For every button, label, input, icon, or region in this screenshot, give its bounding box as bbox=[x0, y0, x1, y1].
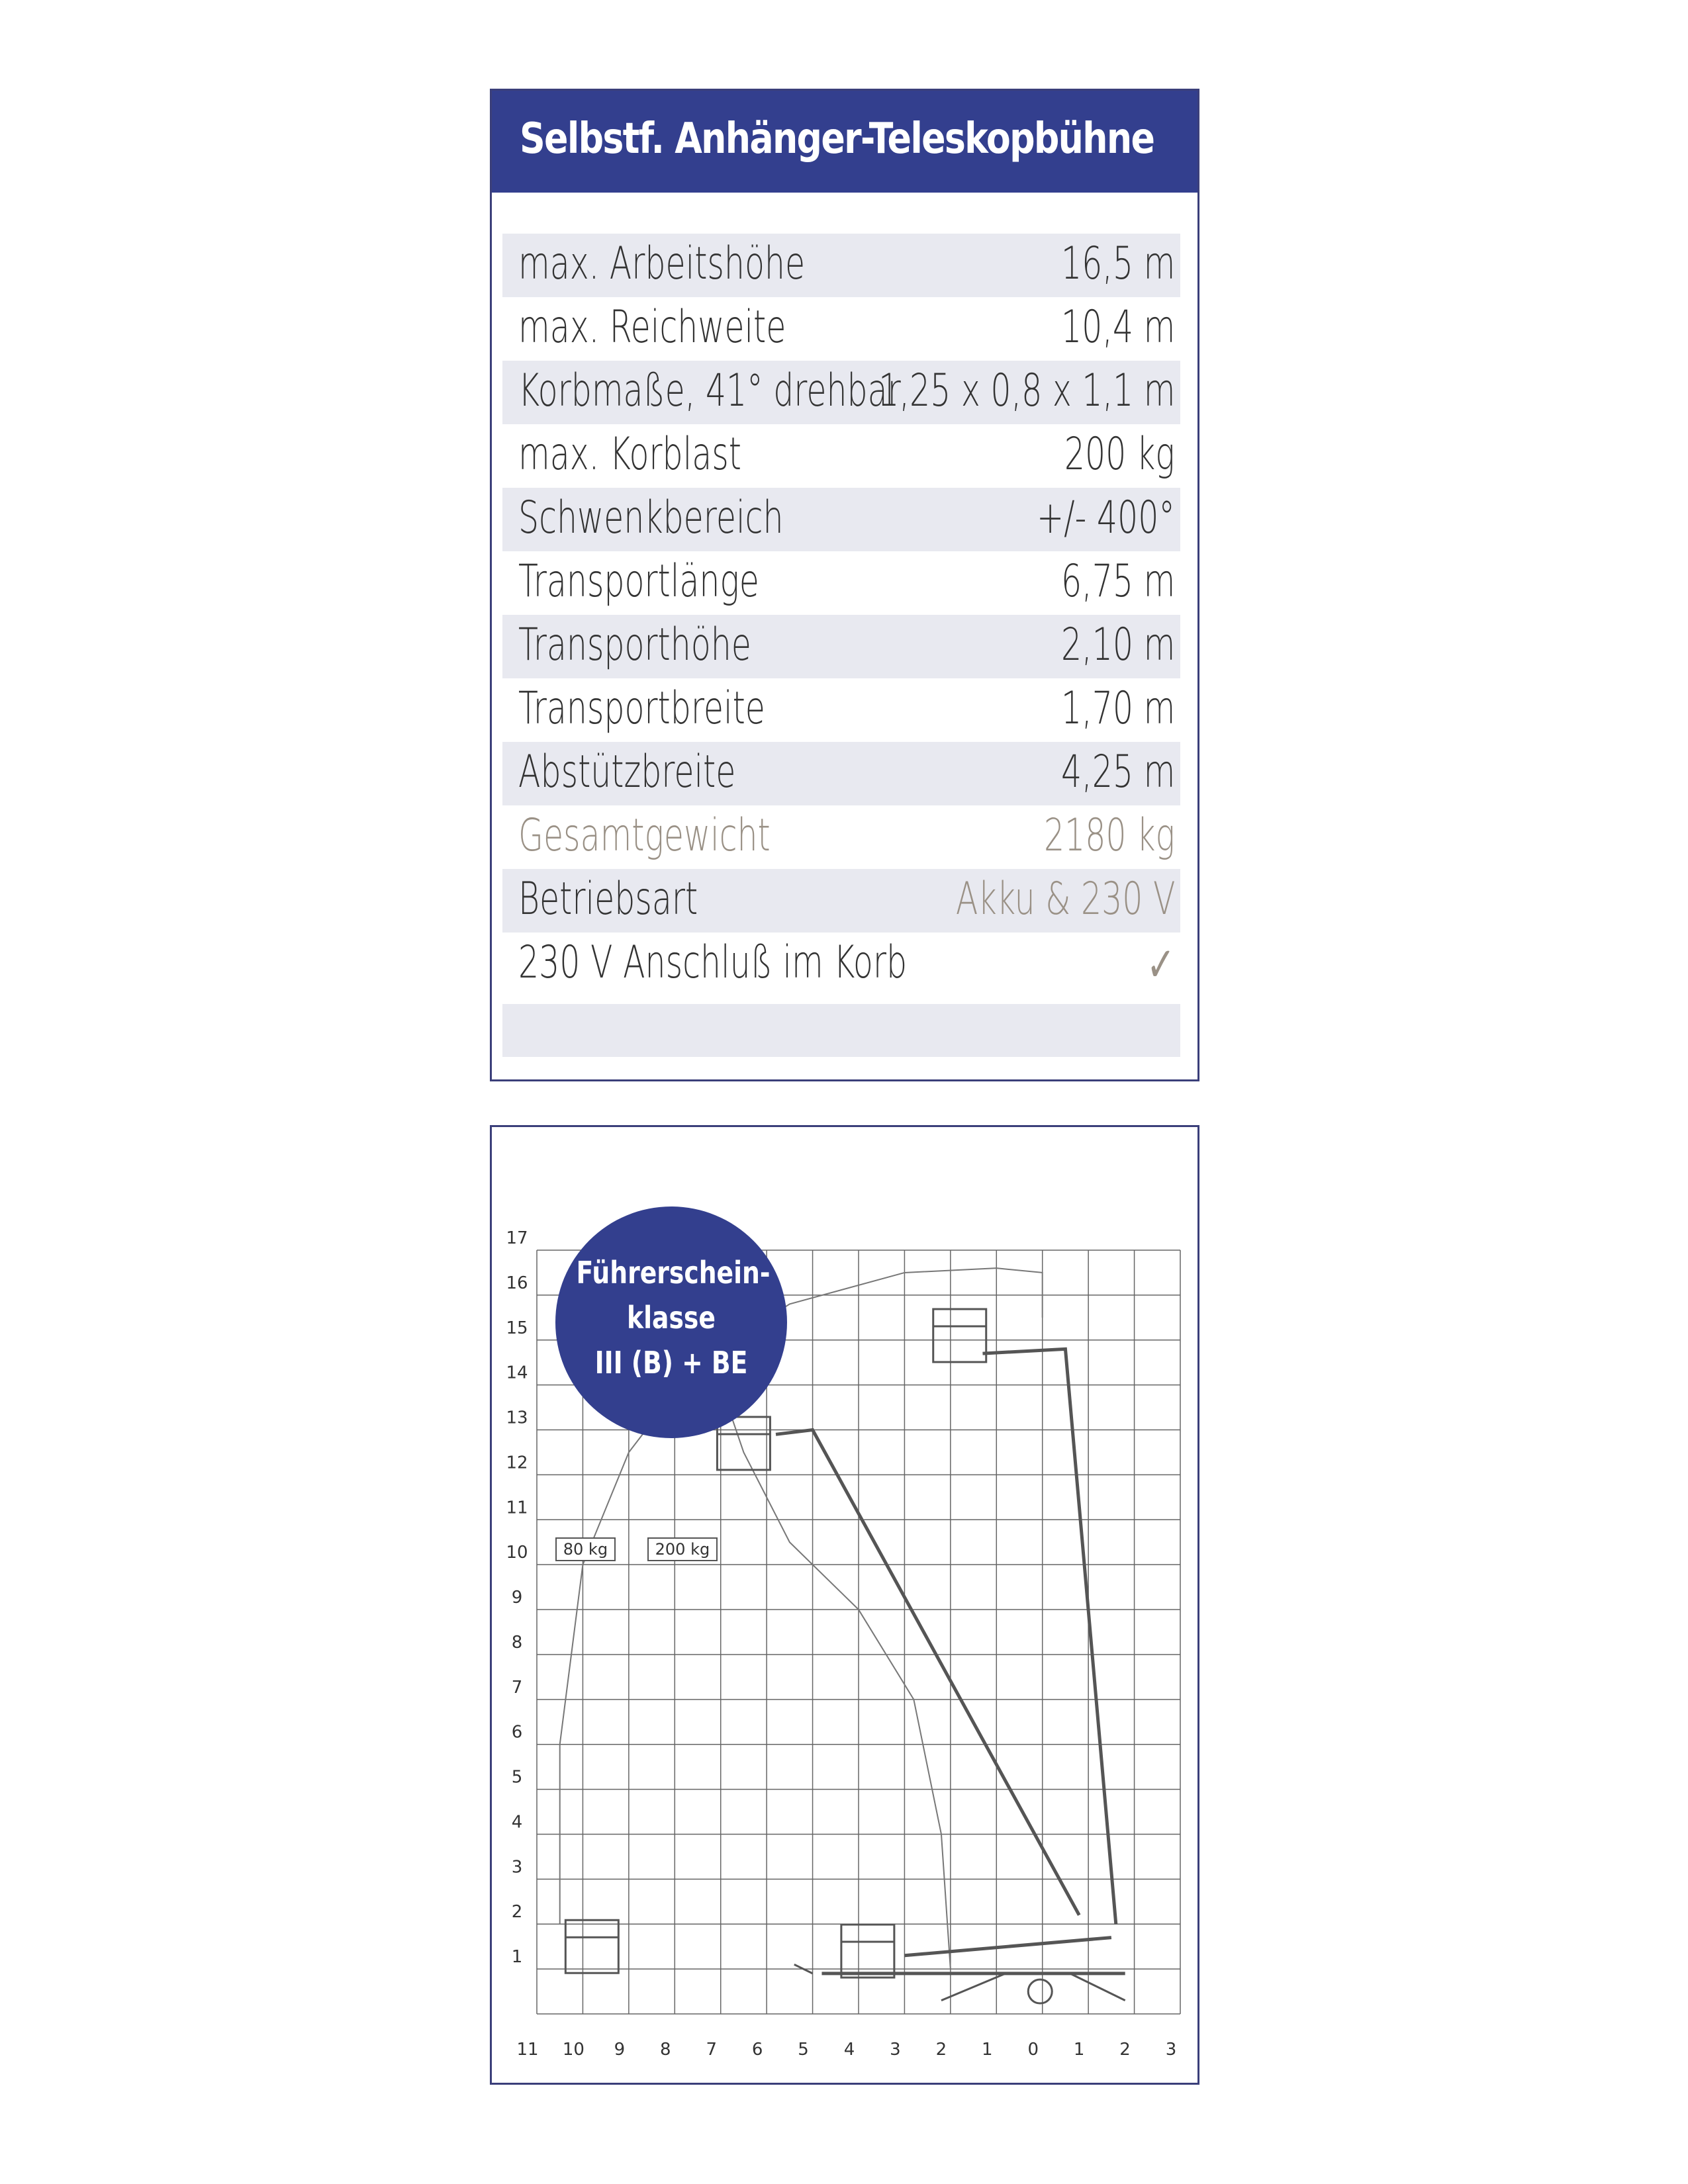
y-tick-label: 10 bbox=[506, 1543, 528, 1563]
spec-label: Betriebsart bbox=[518, 873, 698, 925]
working-range-chart bbox=[490, 1125, 1199, 2085]
y-tick-label: 9 bbox=[511, 1588, 523, 1608]
spec-label: Abstützbreite bbox=[518, 746, 736, 798]
spec-label: Korbmaße, 41° drehbar bbox=[518, 365, 901, 417]
y-tick-label: 16 bbox=[506, 1273, 528, 1293]
boom-line bbox=[982, 1349, 1115, 1924]
x-tick-label: 6 bbox=[751, 2040, 763, 2060]
license-class-badge bbox=[555, 1206, 787, 1438]
spec-row bbox=[502, 933, 1180, 996]
basket-icon bbox=[565, 1920, 618, 1973]
spec-label: Transportlänge bbox=[518, 555, 759, 608]
spec-value: 4,25 m bbox=[1060, 746, 1175, 798]
spec-table bbox=[502, 234, 1180, 996]
x-tick-label: 9 bbox=[614, 2040, 626, 2060]
y-tick-label: 11 bbox=[506, 1498, 528, 1518]
x-tick-label: 10 bbox=[562, 2040, 585, 2060]
spec-row bbox=[502, 297, 1180, 361]
spec-label: Transporthöhe bbox=[518, 619, 751, 671]
spec-label: Gesamtgewicht bbox=[518, 809, 771, 862]
badge-line: Führerschein- bbox=[576, 1255, 771, 1291]
spec-value: Akku & 230 V bbox=[955, 873, 1175, 925]
x-tick-label: 2 bbox=[1119, 2040, 1131, 2060]
y-tick-label: 7 bbox=[511, 1677, 523, 1698]
y-tick-label: 1 bbox=[511, 1947, 523, 1968]
spec-footer-band bbox=[502, 1004, 1180, 1057]
y-tick-label: 17 bbox=[506, 1228, 528, 1248]
checkmark-icon: ✓ bbox=[1146, 936, 1175, 992]
y-tick-label: 4 bbox=[511, 1812, 523, 1833]
spec-row bbox=[502, 805, 1180, 869]
spec-value: 2,10 m bbox=[1060, 619, 1175, 671]
spec-label: max. Reichweite bbox=[518, 301, 786, 353]
spec-row bbox=[502, 678, 1180, 742]
load-label-80kg: 80 kg bbox=[555, 1537, 616, 1561]
spec-value: 10,4 m bbox=[1060, 301, 1175, 353]
spec-value: 1,25 x 0,8 x 1,1 m bbox=[878, 365, 1175, 417]
spec-row bbox=[502, 361, 1180, 424]
spec-title: Selbstf. Anhänger-Teleskopbühne bbox=[520, 114, 1154, 163]
spec-value: 1,70 m bbox=[1060, 682, 1175, 735]
basket-icon bbox=[841, 1925, 894, 1978]
y-tick-label: 14 bbox=[506, 1363, 528, 1383]
spec-row bbox=[502, 615, 1180, 678]
spec-value: 6,75 m bbox=[1060, 555, 1175, 608]
boom-line bbox=[776, 1430, 1079, 1915]
y-tick-label: 12 bbox=[506, 1453, 528, 1473]
spec-card bbox=[490, 89, 1199, 1081]
y-tick-label: 3 bbox=[511, 1857, 523, 1878]
x-tick-label: 11 bbox=[516, 2040, 539, 2060]
x-tick-label: 1 bbox=[982, 2040, 993, 2060]
x-axis-ticks bbox=[516, 2040, 1176, 2060]
spec-row bbox=[502, 488, 1180, 551]
x-tick-label: 5 bbox=[798, 2040, 809, 2060]
spec-label: max. Arbeitshöhe bbox=[518, 238, 806, 290]
y-tick-label: 8 bbox=[511, 1632, 523, 1653]
badge-line: klasse bbox=[627, 1300, 716, 1336]
x-tick-label: 3 bbox=[890, 2040, 901, 2060]
y-axis-ticks bbox=[506, 1228, 528, 1967]
y-tick-label: 5 bbox=[511, 1767, 523, 1788]
y-tick-label: 13 bbox=[506, 1408, 528, 1428]
load-label-200kg: 200 kg bbox=[647, 1537, 718, 1561]
spec-label: 230 V Anschluß im Korb bbox=[518, 936, 908, 989]
wheel-icon bbox=[1028, 1979, 1052, 2003]
spec-row bbox=[502, 551, 1180, 615]
y-tick-label: 15 bbox=[506, 1318, 528, 1338]
y-tick-label: 6 bbox=[511, 1722, 523, 1743]
spec-value: 16,5 m bbox=[1060, 238, 1175, 290]
badge-line: III (B) + BE bbox=[594, 1345, 748, 1381]
basket-icon bbox=[933, 1309, 986, 1362]
spec-value: +/- 400° bbox=[1037, 492, 1175, 544]
basket-icon bbox=[717, 1417, 770, 1470]
spec-header bbox=[492, 91, 1197, 193]
spec-value: 2180 kg bbox=[1044, 809, 1175, 862]
spec-row bbox=[502, 869, 1180, 933]
spec-label: Schwenkbereich bbox=[518, 492, 784, 544]
spec-value: 200 kg bbox=[1064, 428, 1175, 480]
spec-row bbox=[502, 234, 1180, 297]
x-tick-label: 4 bbox=[843, 2040, 855, 2060]
spec-row bbox=[502, 742, 1180, 805]
x-tick-label: 0 bbox=[1027, 2040, 1039, 2060]
x-tick-label: 2 bbox=[935, 2040, 947, 2060]
y-tick-label: 2 bbox=[511, 1902, 523, 1923]
spec-label: max. Korblast bbox=[518, 428, 741, 480]
boom-line bbox=[904, 1938, 1111, 1956]
x-tick-label: 7 bbox=[706, 2040, 717, 2060]
x-tick-label: 3 bbox=[1165, 2040, 1177, 2060]
spec-row bbox=[502, 424, 1180, 488]
x-tick-label: 8 bbox=[660, 2040, 671, 2060]
x-tick-label: 1 bbox=[1073, 2040, 1085, 2060]
spec-label: Transportbreite bbox=[518, 682, 765, 735]
